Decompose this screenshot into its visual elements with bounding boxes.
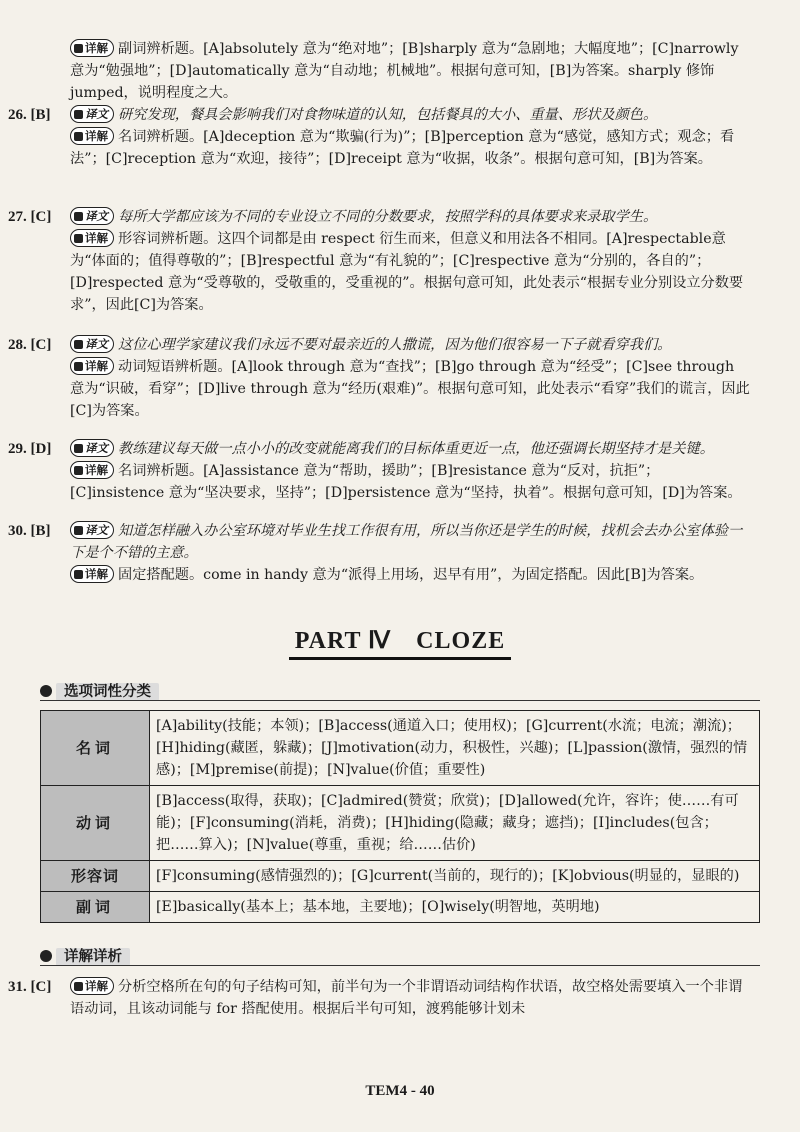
- translation-tag: 译文: [70, 521, 114, 539]
- detail-tag: 详解: [70, 39, 114, 57]
- answer-entry-25: [70, 38, 750, 104]
- answer-number: 31. [C]: [8, 979, 52, 995]
- answer-entry-29: [8, 438, 750, 504]
- answer-entry-31: [8, 976, 750, 1020]
- answer-entry-28: [8, 334, 750, 422]
- detail-section-heading: 详解详析: [40, 945, 130, 966]
- section-divider: [40, 700, 760, 701]
- translation-tag: 译文: [70, 105, 114, 123]
- book-icon: [74, 444, 83, 453]
- pos-cell: 形容词: [41, 861, 150, 892]
- words-cell: [E]basically(基本上；基本地，主要地)；[O]wisely(明智地，英明地): [150, 892, 760, 923]
- detail-tag: 详解: [70, 977, 114, 995]
- detail-tag: 详解: [70, 229, 114, 247]
- detail-paragraph: 详解 名词辨析题。[A]deception 意为“欺骗(行为)”；[B]perception 意为“感觉，感知方式；观念；看法”；[C]reception 意为“欢迎，接待”；[D]receipt 意为“收据，收条”。根据句意可知，[B]为答案。: [70, 129, 735, 167]
- book-icon: [74, 526, 83, 535]
- part-title: PART Ⅳ CLOZE: [0, 620, 800, 660]
- bullet-icon: [40, 950, 52, 962]
- answer-number: 28. [C]: [8, 337, 52, 353]
- table-row: [41, 786, 760, 861]
- answer-number: 30. [B]: [8, 523, 51, 539]
- detail-tag: 详解: [70, 357, 114, 375]
- pos-cell: 动词: [41, 786, 150, 861]
- detail-paragraph: 详解 名词辨析题。[A]assistance 意为“帮助，援助”；[B]resistance 意为“反对，抗拒”；[C]insistence 意为“坚决要求，坚持”；[D]persistence 意为“坚持，执着”。根据句意可知，[D]为答案。: [70, 463, 742, 501]
- book-icon: [74, 466, 83, 475]
- answer-entry-27: [8, 206, 750, 316]
- detail-paragraph: 详解 副词辨析题。[A]absolutely 意为“绝对地”；[B]sharply 意为“急剧地；大幅度地”；[C]narrowly 意为“勉强地”；[D]automatically 意为“自动地；机械地”。根据句意可知，[B]为答案。sharply 修饰 jumped，说明程度之大。: [70, 41, 739, 101]
- book-icon: [74, 982, 83, 991]
- book-icon: [74, 340, 83, 349]
- table-row: [41, 711, 760, 786]
- book-icon: [74, 132, 83, 141]
- bullet-icon: [40, 685, 52, 697]
- translation-paragraph: 译文 每所大学都应该为不同的专业设立不同的分数要求，按照学科的具体要求来录取学生。: [70, 206, 750, 228]
- detail-paragraph: 详解 分析空格所在句的句子结构可知，前半句为一个非谓语动词结构作状语，故空格处需要填入一个非谓语动词，且该动词能与 for 搭配使用。根据后半句可知，渡鸦能够计划未: [70, 979, 743, 1017]
- answer-number: 29. [D]: [8, 441, 52, 457]
- book-icon: [74, 234, 83, 243]
- words-cell: [B]access(取得，获取)；[C]admired(赞赏；欣赏)；[D]allowed(允许，容许；使……有可能)；[F]consuming(消耗，消费)；[H]hiding(隐藏；藏身；遮挡)；[I]includes(包含；把……算入)；[N]value(尊重，重视；给……估价): [150, 786, 760, 861]
- pos-cell: 副词: [41, 892, 150, 923]
- answer-entry-26: [8, 104, 750, 170]
- vocab-section-heading: 选项词性分类: [40, 680, 159, 701]
- answer-number: 27. [C]: [8, 209, 52, 225]
- section-divider: [40, 965, 760, 966]
- table-row: [41, 892, 760, 923]
- detail-paragraph: 详解 形容词辨析题。这四个词都是由 respect 衍生而来，但意义和用法各不相同。[A]respectable意为“体面的；值得尊敬的”；[B]respectful 意为“有礼貌的”；[C]respective 意为“分别的，各自的”；[D]respected 意为“受尊敬的，受敬重的，受重视的”。根据句意可知，此处表示“根据专业分别设立分数要求”，因此[C]为答案。: [70, 231, 744, 313]
- translation-paragraph: 译文 研究发现，餐具会影响我们对食物味道的认知，包括餐具的大小、重量、形状及颜色。: [70, 104, 750, 126]
- detail-tag: 详解: [70, 565, 114, 583]
- translation-paragraph: 译文 教练建议每天做一点小小的改变就能离我们的目标体重更近一点，他还强调长期坚持才是关键。: [70, 438, 750, 460]
- translation-paragraph: 译文 知道怎样融入办公室环境对毕业生找工作很有用，所以当你还是学生的时候，找机会去办公室体验一下是个不错的主意。: [70, 523, 743, 561]
- answer-number: 26. [B]: [8, 107, 51, 123]
- book-icon: [74, 212, 83, 221]
- translation-tag: 译文: [70, 335, 114, 353]
- words-cell: [F]consuming(感情强烈的)；[G]current(当前的，现行的)；[K]obvious(明显的，显眼的): [150, 861, 760, 892]
- pos-cell: 名词: [41, 711, 150, 786]
- words-cell: [A]ability(技能；本领)；[B]access(通道入口；使用权)；[G]current(水流；电流；潮流)；[H]hiding(藏匿，躲藏)；[J]motivation(动力，积极性，兴趣)；[L]passion(激情，强烈的情感)；[M]premise(前提)；[N]value(价值；重要性): [150, 711, 760, 786]
- translation-tag: 译文: [70, 207, 114, 225]
- book-icon: [74, 570, 83, 579]
- book-icon: [74, 362, 83, 371]
- detail-tag: 详解: [70, 127, 114, 145]
- book-icon: [74, 110, 83, 119]
- page-number: TEM4 - 40: [365, 1083, 435, 1099]
- detail-tag: 详解: [70, 461, 114, 479]
- translation-paragraph: 译文 这位心理学家建议我们永远不要对最亲近的人撒谎，因为他们很容易一下子就看穿我们。: [70, 334, 750, 356]
- vocab-table: [40, 710, 760, 923]
- table-row: [41, 861, 760, 892]
- detail-paragraph: 详解 固定搭配题。come in handy 意为“派得上用场，迟早有用”，为固定搭配。因此[B]为答案。: [70, 564, 750, 586]
- book-icon: [74, 44, 83, 53]
- answer-entry-30: [8, 520, 750, 586]
- translation-tag: 译文: [70, 439, 114, 457]
- detail-paragraph: 详解 动词短语辨析题。[A]look through 意为“查找”；[B]go through 意为“经受”；[C]see through 意为“识破，看穿”；[D]live through 意为“经历(艰难)”。根据句意可知，此处表示“看穿”我们的谎言，因此[C]为答案。: [70, 359, 750, 419]
